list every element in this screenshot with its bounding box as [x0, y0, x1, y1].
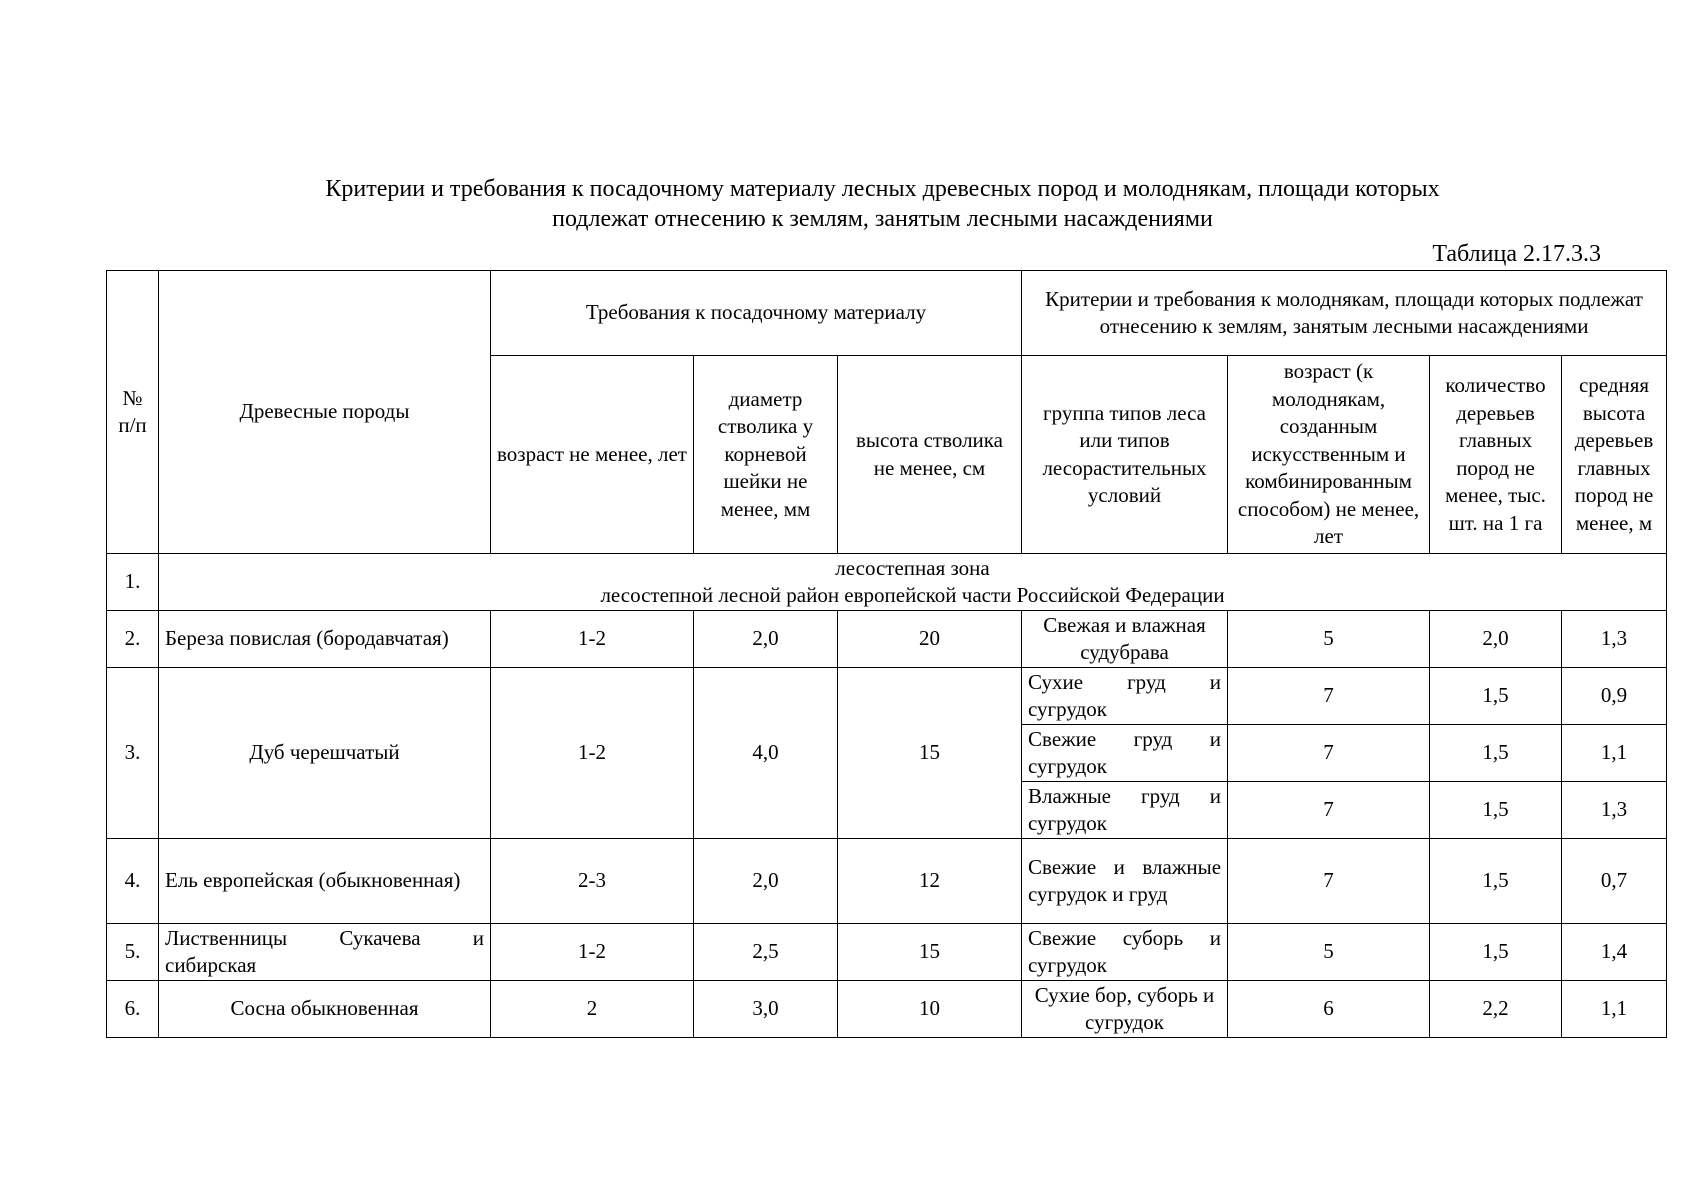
row-number: 3. — [107, 668, 159, 839]
header-count: количество деревьев главных пород не менее, тыс. шт. на 1 га — [1430, 356, 1562, 554]
avg-height-cell: 1,4 — [1562, 924, 1667, 981]
header-young-group: Критерии и требования к молоднякам, площади которых подлежат отнесению к землям, занятым лесными насаждениями — [1022, 271, 1667, 356]
header-row-1 — [107, 271, 1667, 356]
count-cell: 2,0 — [1430, 611, 1562, 668]
count-cell: 1,5 — [1430, 668, 1562, 725]
zone-title: лесостепная зона — [835, 555, 990, 580]
table-row — [107, 668, 1667, 725]
header-planting-group: Требования к посадочному материалу — [491, 271, 1022, 356]
height-cell: 20 — [838, 611, 1022, 668]
header-young-age: возраст (к молоднякам, созданным искусственным и комбинированным способом) не менее, лет — [1228, 356, 1430, 554]
count-cell: 1,5 — [1430, 924, 1562, 981]
header-avg-height: средняя высота деревьев главных пород не менее, м — [1562, 356, 1667, 554]
forest-type-cell: Свежие груд и сугрудок — [1022, 725, 1228, 782]
height-cell: 15 — [838, 668, 1022, 839]
young-age-cell: 5 — [1228, 924, 1430, 981]
row-number: 1. — [107, 554, 159, 611]
document-title — [140, 174, 1625, 234]
diameter-cell: 4,0 — [694, 668, 838, 839]
table-number: Таблица 2.17.3.3 — [1432, 241, 1601, 267]
header-num: № п/п — [107, 271, 159, 554]
table-body — [107, 271, 1667, 1038]
title-line-1: Критерии и требования к посадочному материалу лесных древесных пород и молоднякам, площади которых — [325, 176, 1440, 202]
age-cell: 2-3 — [491, 839, 694, 924]
species-cell: Сосна обыкновенная — [159, 981, 491, 1038]
header-height: высота стволика не менее, см — [838, 356, 1022, 554]
diameter-cell: 2,5 — [694, 924, 838, 981]
table-row — [107, 839, 1667, 924]
young-age-cell: 5 — [1228, 611, 1430, 668]
young-age-cell: 7 — [1228, 839, 1430, 924]
forest-type-cell: Сухие бор, суборь и сугрудок — [1022, 981, 1228, 1038]
count-cell: 2,2 — [1430, 981, 1562, 1038]
species-cell: Дуб черешчатый — [159, 668, 491, 839]
diameter-cell: 2,0 — [694, 839, 838, 924]
zone-row — [107, 554, 1667, 611]
row-number: 6. — [107, 981, 159, 1038]
row-number: 2. — [107, 611, 159, 668]
count-cell: 1,5 — [1430, 725, 1562, 782]
header-age-min: возраст не менее, лет — [491, 356, 694, 554]
young-age-cell: 7 — [1228, 782, 1430, 839]
title-line-2: подлежат отнесению к землям, занятым лесными насаждениями — [552, 206, 1213, 232]
forest-type-cell: Свежие и влажные сугрудок и груд — [1022, 839, 1228, 924]
diameter-cell: 3,0 — [694, 981, 838, 1038]
height-cell: 12 — [838, 839, 1022, 924]
height-cell: 10 — [838, 981, 1022, 1038]
header-species: Древесные породы — [159, 271, 491, 554]
table-row — [107, 924, 1667, 981]
young-age-cell: 6 — [1228, 981, 1430, 1038]
diameter-cell: 2,0 — [694, 611, 838, 668]
avg-height-cell: 1,3 — [1562, 611, 1667, 668]
zone-district: лесостепной лесной район европейской части Российской Федерации — [600, 583, 1225, 607]
table-row — [107, 611, 1667, 668]
species-cell: Береза повислая (бородавчатая) — [159, 611, 491, 668]
age-cell: 1-2 — [491, 611, 694, 668]
forest-type-cell: Сухие груд и сугрудок — [1022, 668, 1228, 725]
species-cell: Лиственницы Сукачева и сибирская — [159, 924, 491, 981]
avg-height-cell: 1,3 — [1562, 782, 1667, 839]
row-number: 5. — [107, 924, 159, 981]
avg-height-cell: 0,9 — [1562, 668, 1667, 725]
count-cell: 1,5 — [1430, 839, 1562, 924]
forest-type-cell: Влажные груд и сугрудок — [1022, 782, 1228, 839]
table-row — [107, 981, 1667, 1038]
header-forest-type: группа типов леса или типов лесорастительных условий — [1022, 356, 1228, 554]
row-number: 4. — [107, 839, 159, 924]
age-cell: 2 — [491, 981, 694, 1038]
count-cell: 1,5 — [1430, 782, 1562, 839]
forest-type-cell: Свежие суборь и сугрудок — [1022, 924, 1228, 981]
age-cell: 1-2 — [491, 668, 694, 839]
forest-type-cell: Свежая и влажная судубрава — [1022, 611, 1228, 668]
young-age-cell: 7 — [1228, 668, 1430, 725]
species-cell: Ель европейская (обыкновенная) — [159, 839, 491, 924]
avg-height-cell: 0,7 — [1562, 839, 1667, 924]
age-cell: 1-2 — [491, 924, 694, 981]
avg-height-cell: 1,1 — [1562, 725, 1667, 782]
young-age-cell: 7 — [1228, 725, 1430, 782]
requirements-table — [106, 270, 1667, 1038]
header-diameter: диаметр стволика у корневой шейки не менее, мм — [694, 356, 838, 554]
avg-height-cell: 1,1 — [1562, 981, 1667, 1038]
height-cell: 15 — [838, 924, 1022, 981]
zone-cell — [159, 554, 1667, 611]
